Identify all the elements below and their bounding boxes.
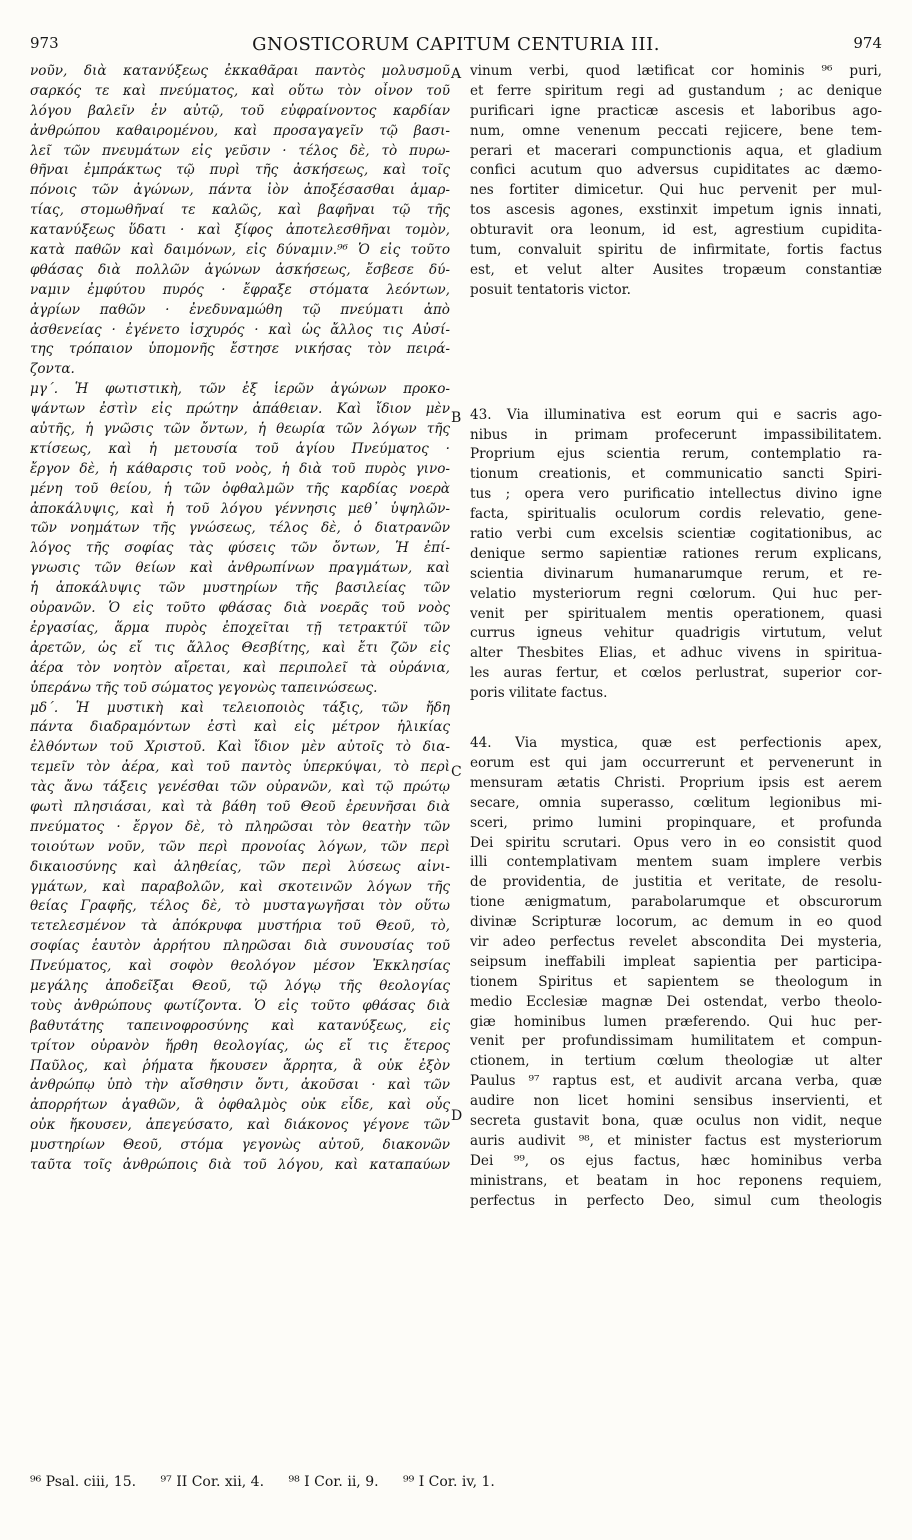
latin-line: secare, omnia superasso, cœlitum legionibus mi- (470, 794, 882, 811)
greek-line: ἀέρα τὸν νοητὸν αἴρεται, καὶ περιπολεῖ τὰ οὐράνια, (30, 659, 450, 676)
latin-line: tionum creationis, et communicatio sancti Spiri- (470, 466, 882, 483)
greek-line: λόγος τῆς σοφίας τὰς φύσεις τῶν ὄντων, Ἡ ἐπί- (30, 540, 450, 557)
greek-line: ταῦτα τοῖς ἀνθρώποις διὰ τοῦ λόγου, καὶ καταπαύων (30, 1156, 450, 1173)
greek-line: οὐρανῶν. Ὁ εἰς τοῦτο φθάσας διὰ νοερᾶς τοῦ νοὸς (30, 600, 450, 617)
greek-line: πόνοις τῶν ἀγώνων, πάντα ἰὸν ἀποξέσασθαι ἁμαρ- (30, 182, 450, 199)
latin-line: sceri, primo lumini propinquare, et profunda (470, 814, 882, 831)
latin-line: facta, spiritualis oculorum cordis relevatio, gene- (470, 506, 882, 523)
greek-line: ἀποκάλυψις, καὶ ἡ τοῦ λόγου γέννησις μεθ᾽ ὑψηλῶν- (30, 500, 450, 517)
footnotes (30, 1474, 882, 1490)
greek-line: μένη τοῦ θείου, ἡ τῶν ὀφθαλμῶν τῆς καρδίας νοερὰ (30, 480, 450, 497)
greek-line: ἐλθόντων τοῦ Χριστοῦ. Καὶ ἴδιον μὲν αὐτοῖς τὸ δια- (30, 739, 450, 756)
greek-line: γνωσις τῶν θείων καὶ ἀνθρωπίνων πραγμάτων, καὶ (30, 560, 450, 577)
latin-line: denique sermo sapientiæ rationes rerum explicans, (470, 545, 882, 562)
latin-line: auris audivit ⁹⁸, et minister factus est mysteriorum (470, 1132, 882, 1149)
greek-line: δικαιοσύνης καὶ ἀληθείας, τῶν περὶ λύσεως αἰνι- (30, 858, 450, 875)
latin-line: poris vilitate factus. (470, 685, 608, 702)
latin-line: vinum verbi, quod lætificat cor hominis ⁹⁶ puri, (470, 63, 882, 79)
greek-line: μυστηρίων Θεοῦ, στόμα γεγονὼς αὐτοῦ, διακονῶν (30, 1137, 450, 1154)
greek-line: αὐτῆς, ἡ γνῶσις τῶν ὄντων, ἡ θεωρία τῶν λόγων τῆς (30, 421, 450, 438)
latin-line: tum, convaluit spiritu de infirmitate, fortis factus (470, 242, 882, 259)
greek-line: τοιούτων νοῦν, τῶν περὶ προνοίας λόγων, τῶν περὶ (30, 838, 450, 855)
latin-line: 44. Via mystica, quæ est perfectionis apex, (470, 735, 882, 752)
greek-line: βαθυτάτης ταπεινοφροσύνης καὶ κατανύξεως, εἰς (30, 1017, 450, 1034)
greek-line: μγ΄. Ἡ φωτιστικὴ, τῶν ἐξ ἱερῶν ἀγώνων προκο- (30, 381, 450, 398)
latin-line: audire non licet homini sensibus inservienti, et (470, 1093, 882, 1110)
greek-line: Πνεύματος, καὶ σοφὸν θεολόγον μέσον Ἐκκλησίας (30, 958, 450, 975)
running-title: GNOSTICORUM CAPITUM CENTURIA III. (252, 34, 660, 55)
greek-line: κατὰ παθῶν καὶ δαιμόνων, εἰς δύναμιν.⁹⁶ Ὁ εἰς τοῦτο (30, 242, 450, 259)
latin-line: tus ; opera vero purificatio intellectus divino igne (470, 486, 882, 503)
latin-line: Dei spiritu scrutari. Opus vero in eo consistit quod (470, 834, 882, 851)
latin-line: currus igneus vehitur quadrigis virtutum, velut (470, 625, 882, 642)
greek-line: φωτὶ πλησιάσαι, καὶ τὰ βάθη τοῦ Θεοῦ ἐρευνῆσαι διὰ (30, 798, 450, 815)
latin-line: tionem Spiritus et sapientem se theologum in (470, 973, 882, 990)
greek-line: ζοντα. (30, 361, 75, 378)
greek-line (30, 1176, 450, 1196)
page-header (30, 34, 882, 60)
greek-line: νοῦν, διὰ κατανύξεως ἐκκαθᾶραι παντὸς μολυσμοῦ (30, 63, 450, 79)
greek-line: τεμεῖν τὸν ἀέρα, καὶ τοῦ παντὸς ὑπερκύψαι, τὸ περὶ (30, 759, 450, 776)
greek-line: θείας Γραφῆς, τέλος δὲ, τὸ μυσταγωγῆσαι τὸν οὕτω (30, 898, 450, 915)
greek-line: φθάσας διὰ πολλῶν ἀγώνων ἀσκήσεως, ἔσβεσε δύ- (30, 261, 450, 278)
margin-marker-d: D (451, 1108, 463, 1124)
greek-line: μεγάλης ἀποδεῖξαι Θεοῦ, τῷ λόγῳ τῆς θεολογίας (30, 977, 450, 994)
latin-line: nes fortiter dimicetur. Qui huc pervenit per mul- (470, 182, 882, 199)
greek-line: ἐργασίας, ἅρμα πυρὸς ἐποχεῖται τῇ τετρακτύϊ τῶν (30, 619, 450, 636)
footnote: ⁹⁸ I Cor. ii, 9. (288, 1474, 379, 1490)
latin-line: scientia divinarum humanarumque rerum, et re- (470, 565, 882, 582)
latin-line: mensuram ætatis Christi. Proprium ipsis est aerem (470, 774, 882, 791)
margin-marker-b: B (451, 410, 462, 426)
latin-line: ratio verbi cum excelsis scientiæ cogitationibus, ac (470, 526, 882, 543)
latin-line: illi contemplativam mentem suam implere verbis (470, 854, 882, 871)
greek-line: οὐκ ἤκουσεν, ἀπεγεύσατο, καὶ διάκονος γέγονε τῶν (30, 1117, 450, 1134)
latin-line: secreta gustavit bona, quæ oculus non vidit, neque (470, 1112, 882, 1129)
latin-line: est, et velut alter Ausites tropæum constantiæ (470, 261, 882, 278)
latin-line: de providentia, de justitia et veritate, de resolu- (470, 874, 882, 891)
latin-line: num, omne venenum peccati rejicere, bene tem- (470, 122, 882, 139)
latin-line: tione ænigmatum, parabolarumque et obscurorum (470, 894, 882, 911)
margin-marker-c: C (451, 764, 462, 780)
greek-line: σαρκός τε καὶ πνεύματος, καὶ οὕτω τὸν οἶνον τοῦ (30, 82, 450, 99)
greek-line: κτίσεως, καὶ ἡ μετουσία τοῦ ἁγίου Πνεύματος · (30, 440, 450, 457)
latin-line: Dei ⁹⁹, os ejus factus, hæc hominibus verba (470, 1152, 882, 1169)
latin-line: les auras fertur, et cœlos perlustrat, superior cor- (470, 665, 882, 682)
latin-line: perari et macerari compunctionis aqua, et gladium (470, 142, 882, 159)
greek-column (30, 62, 450, 1196)
greek-line: πάντα διαδραμόντων ἐστὶ καὶ εἰς μέτρον ἡλικίας (30, 719, 450, 736)
greek-line: ψάντων ἐστὶν εἰς πρώτην ἀπάθειαν. Καὶ ἴδιον μὲν (30, 401, 450, 418)
latin-line: medio Ecclesiæ magnæ Dei ostendat, verbo theolo- (470, 993, 882, 1010)
greek-line: σοφίας ἑαυτὸν ἀρρήτου πληρῶσαι διὰ συνουσίας τοῦ (30, 938, 450, 955)
latin-line: Proprium ejus scientia rerum, contemplatio ra- (470, 446, 882, 463)
paragraph-gap (470, 704, 882, 734)
greek-line: λόγου βαλεῖν ἐν αὐτῷ, τοῦ εὐφραίνοντος καρδίαν (30, 102, 450, 119)
page-number-left: 973 (30, 34, 59, 52)
greek-line: της τρόπαιον ὑπομονῆς ἔστησε νικήσας τὸν πειρά- (30, 341, 450, 358)
latin-line: giæ hominibus lumen præferendo. Qui huc per- (470, 1013, 882, 1030)
latin-line: seipsum ineffabili impleat sapientia per participa- (470, 953, 882, 970)
latin-line: divinæ Scripturæ locorum, ac demum in eo quod (470, 914, 882, 931)
greek-line: γμάτων, καὶ παραβολῶν, καὶ σκοτεινῶν λόγων τῆς (30, 878, 450, 895)
greek-line: ναμιν ἐμφύτου πυρός · ἔφραξε στόματα λεόντων, (30, 281, 450, 298)
greek-line: ἀπορρήτων ἀγαθῶν, ἃ ὀφθαλμὸς οὐκ εἶδε, καὶ οὖς (30, 1097, 450, 1114)
page-number-right: 974 (853, 34, 882, 52)
greek-line: ἀνθρώπου καθαιρομένου, καὶ προσαγαγεῖν τῷ βασι- (30, 122, 450, 139)
greek-line: λεῖ τῶν πνευμάτων εἰς γεῦσιν · τέλος δὲ, τὸ πυρω- (30, 142, 450, 159)
footnote: ⁹⁶ Psal. ciii, 15. (30, 1474, 137, 1490)
latin-line: purificari igne practicæ ascesis et laboribus ago- (470, 102, 882, 119)
greek-line: μδ΄. Ἡ μυστικὴ καὶ τελειοποιὸς τάξις, τῶν ἤδη (30, 699, 450, 716)
footnote: ⁹⁷ II Cor. xii, 4. (160, 1474, 265, 1490)
latin-line: posuit tentatoris victor. (470, 281, 631, 298)
greek-line: ἀνθρώπῳ ὑπὸ τὴν αἴσθησιν ὄντι, ἀκοῦσαι · καὶ τῶν (30, 1077, 450, 1094)
latin-line: ministrans, et beatam in hoc reponens requiem, (470, 1172, 882, 1189)
latin-line: Paulus ⁹⁷ raptus est, et audivit arcana verba, quæ (470, 1073, 882, 1090)
greek-line: Παῦλος, καὶ ῥήματα ἤκουσεν ἄρρητα, ἃ οὐκ ἐξὸν (30, 1057, 450, 1074)
greek-line: κατανύξεως ὕδατι · καὶ ξίφος ἀποτελεσθῆναι τομὸν, (30, 222, 450, 239)
latin-line: ctionem, in tertium cœlum theologiæ ut alter (470, 1053, 882, 1070)
paragraph-gap (470, 301, 882, 406)
latin-line: confici acutum quo adversus cupiditates ac dæmo- (470, 162, 882, 179)
latin-line: venit per profundissimam humilitatem et compun- (470, 1033, 882, 1050)
latin-line: alter Thesbites Elias, et adhuc vivens in spiritua- (470, 645, 882, 662)
latin-line: eorum est qui jam occurrerunt et pervenerunt in (470, 754, 882, 771)
greek-line: θῆναι ἐμπράκτως τῷ πυρὶ τῆς ἀσκήσεως, καὶ τοῖς (30, 162, 450, 179)
greek-line: τετελεσμένον τὰ ἀπόκρυφα μυστήρια τοῦ Θεοῦ, τὸ, (30, 918, 450, 935)
latin-line: venit per spiritualem mentis operationem, quasi (470, 605, 882, 622)
greek-line: τρίτον οὐρανὸν ἥρθη θεολογίας, ὡς εἴ τις ἕτερος (30, 1037, 450, 1054)
greek-line: τοὺς ἀνθρώπους φωτίζοντα. Ὁ εἰς τοῦτο φθάσας διὰ (30, 997, 450, 1014)
latin-line: tos ascesis agones, exstinxit impetum ignis innati, (470, 202, 882, 219)
greek-line: τὰς ἄνω τάξεις γενέσθαι τῶν οὐρανῶν, καὶ τῷ πρώτῳ (30, 779, 450, 796)
latin-line: vir adeo perfectus revelet abscondita Dei mysteria, (470, 933, 882, 950)
greek-line: τίας, στομωθῆναί τε καλῶς, καὶ βαφῆναι τῷ τῆς (30, 202, 450, 219)
greek-line: ἔργον δὲ, ἡ κάθαρσις τοῦ νοὸς, ἡ διὰ τοῦ πυρὸς γινο- (30, 460, 450, 477)
latin-line: 43. Via illuminativa est eorum qui e sacris ago- (470, 406, 882, 423)
latin-line: et ferre spiritum regi ad gustandum ; ac denique (470, 82, 882, 99)
greek-line: ὑπεράνω τῆς τοῦ σώματος γεγονὼς ταπεινώσεως. (30, 679, 378, 696)
latin-line: velatio mysteriorum regni cœlorum. Qui huc per- (470, 585, 882, 602)
margin-marker-a: A (451, 66, 462, 82)
greek-line: πνεύματος · ἔργον δὲ, τὸ πληρῶσαι τὸν θεατὴν τῶν (30, 818, 450, 835)
greek-line: ἀγρίων παθῶν · ἐνεδυναμώθη τῷ πνεύματι ἀπὸ (30, 301, 450, 318)
greek-line: τῶν νοημάτων τῆς γνώσεως, τέλος δὲ, ὁ διατρανῶν (30, 520, 450, 537)
footnote: ⁹⁹ I Cor. iv, 1. (403, 1474, 495, 1490)
latin-column (470, 62, 882, 1211)
greek-line: ἡ ἀποκάλυψις τῶν μυστηρίων τῆς βασιλείας τῶν (30, 580, 450, 597)
latin-line: obturavit ora leonum, id est, agrestium cupidita- (470, 222, 882, 239)
greek-line: ἀρετῶν, ὡς εἴ τις ἄλλος Θεσβίτης, καὶ ἔτι ζῶν εἰς (30, 639, 450, 656)
latin-line: nibus in primam profecerunt impassibilitatem. (470, 426, 882, 443)
latin-line: perfectus in perfecto Deo, simul cum theologis (470, 1192, 882, 1209)
greek-line: ἀσθενείας · ἐγένετο ἰσχυρός · καὶ ὡς ἄλλος τις Αὐσί- (30, 321, 450, 338)
